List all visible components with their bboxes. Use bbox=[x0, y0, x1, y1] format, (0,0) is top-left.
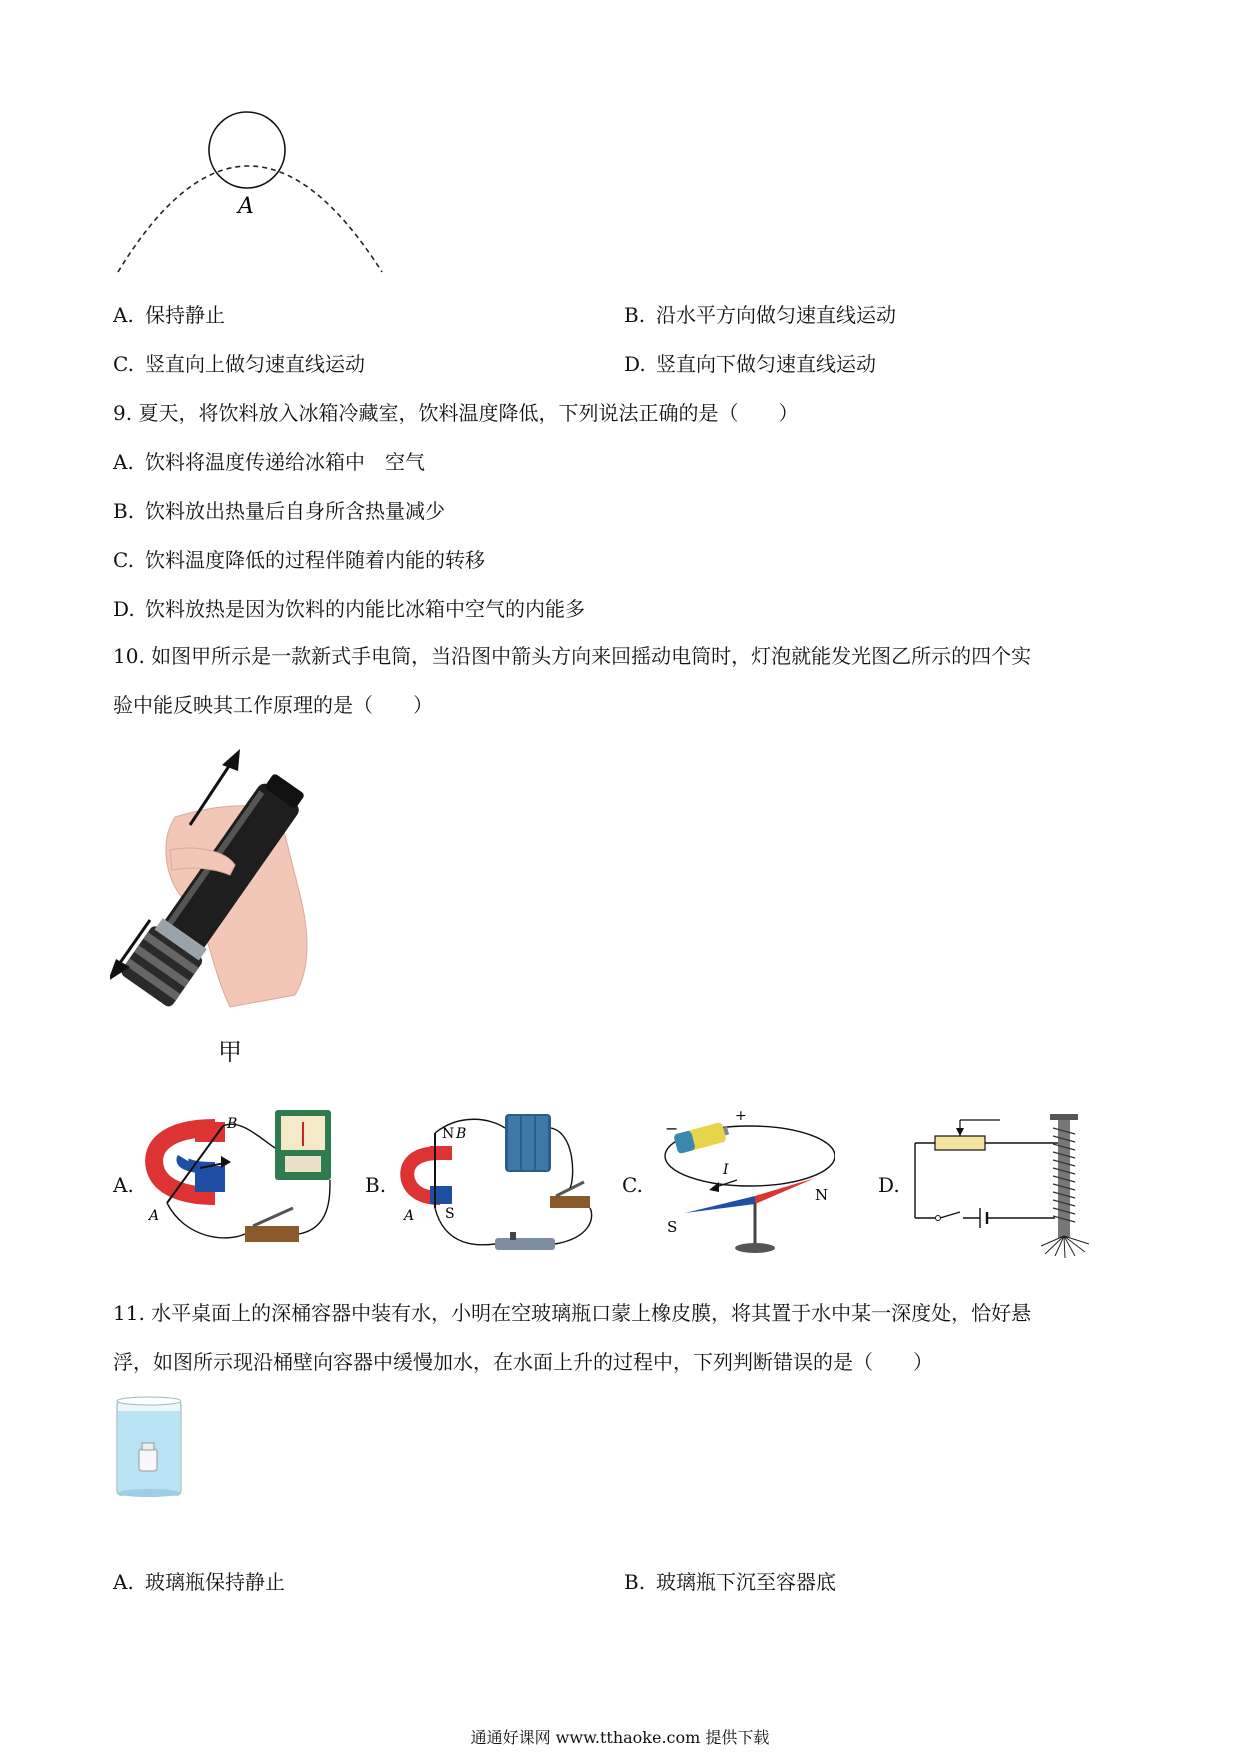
q11-stem-line2: 浮，如图所示现沿桶壁向容器中缓慢加水，在水面上升的过程中，下列判断错误的是（ ） bbox=[113, 1350, 933, 1374]
q8-option-d[interactable]: D. 竖直向下做匀速直线运动 bbox=[624, 352, 876, 376]
current-label-i: I bbox=[723, 1162, 729, 1178]
q11-option-a[interactable]: A. 玻璃瓶保持静止 bbox=[113, 1570, 285, 1594]
flashlight-figure bbox=[110, 745, 330, 1015]
conductor-label-a: A bbox=[404, 1208, 415, 1224]
experiment-c-figure bbox=[655, 1108, 835, 1258]
experiment-b-figure bbox=[400, 1108, 600, 1258]
q8-option-a[interactable]: A. 保持静止 bbox=[113, 303, 225, 327]
q10-option-c-letter[interactable]: C. bbox=[622, 1173, 643, 1197]
q8-option-b[interactable]: B. 沿水平方向做匀速直线运动 bbox=[624, 303, 896, 327]
pole-label-s: S bbox=[667, 1218, 678, 1236]
trajectory-figure bbox=[110, 100, 400, 290]
q11-option-b[interactable]: B. 玻璃瓶下沉至容器底 bbox=[624, 1570, 836, 1594]
q10-option-d-letter[interactable]: D. bbox=[878, 1173, 900, 1197]
q11-stem-line1: 11. 水平桌面上的深桶容器中装有水，小明在空玻璃瓶口蒙上橡皮膜，将其置于水中某一深度处，恰好悬 bbox=[113, 1301, 1032, 1325]
page-footer: 通通好课网 www.tthaoke.com 提供下载 bbox=[470, 1728, 770, 1747]
point-label-a: A bbox=[238, 194, 254, 219]
pole-label-n: N bbox=[442, 1126, 455, 1142]
conductor-label-b: B bbox=[456, 1126, 467, 1142]
q9-option-d[interactable]: D. 饮料放热是因为饮料的内能比冰箱中空气的内能多 bbox=[113, 597, 585, 621]
q10-stem-line1: 10. 如图甲所示是一款新式手电筒，当沿图中箭头方向来回摇动电筒时，灯泡就能发光图乙所示的四个实 bbox=[113, 644, 1032, 668]
conductor-label-a: A bbox=[149, 1208, 160, 1224]
q9-option-c[interactable]: C. 饮料温度降低的过程伴随着内能的转移 bbox=[113, 548, 485, 572]
figure-caption-jia: 甲 bbox=[218, 1038, 242, 1066]
q10-option-b-letter[interactable]: B. bbox=[365, 1173, 387, 1197]
q9-stem: 9. 夏天，将饮料放入冰箱冷藏室，饮料温度降低，下列说法正确的是（ ） bbox=[113, 401, 799, 425]
conductor-label-b: B bbox=[227, 1116, 238, 1132]
water-container-figure bbox=[115, 1395, 185, 1500]
q9-option-b[interactable]: B. 饮料放出热量后自身所含热量减少 bbox=[113, 499, 445, 523]
q10-option-a-letter[interactable]: A. bbox=[113, 1173, 134, 1197]
pole-label-s: S bbox=[445, 1206, 455, 1222]
battery-minus: − bbox=[665, 1119, 679, 1138]
experiment-a-figure bbox=[145, 1108, 345, 1258]
q10-stem-line2: 验中能反映其工作原理的是（ ） bbox=[113, 693, 433, 717]
experiment-d-figure bbox=[905, 1108, 1095, 1258]
q8-option-c[interactable]: C. 竖直向上做匀速直线运动 bbox=[113, 352, 365, 376]
q9-option-a[interactable]: A. 饮料将温度传递给冰箱中 空气 bbox=[113, 450, 425, 474]
pole-label-n: N bbox=[815, 1186, 829, 1204]
battery-plus: + bbox=[735, 1108, 747, 1124]
